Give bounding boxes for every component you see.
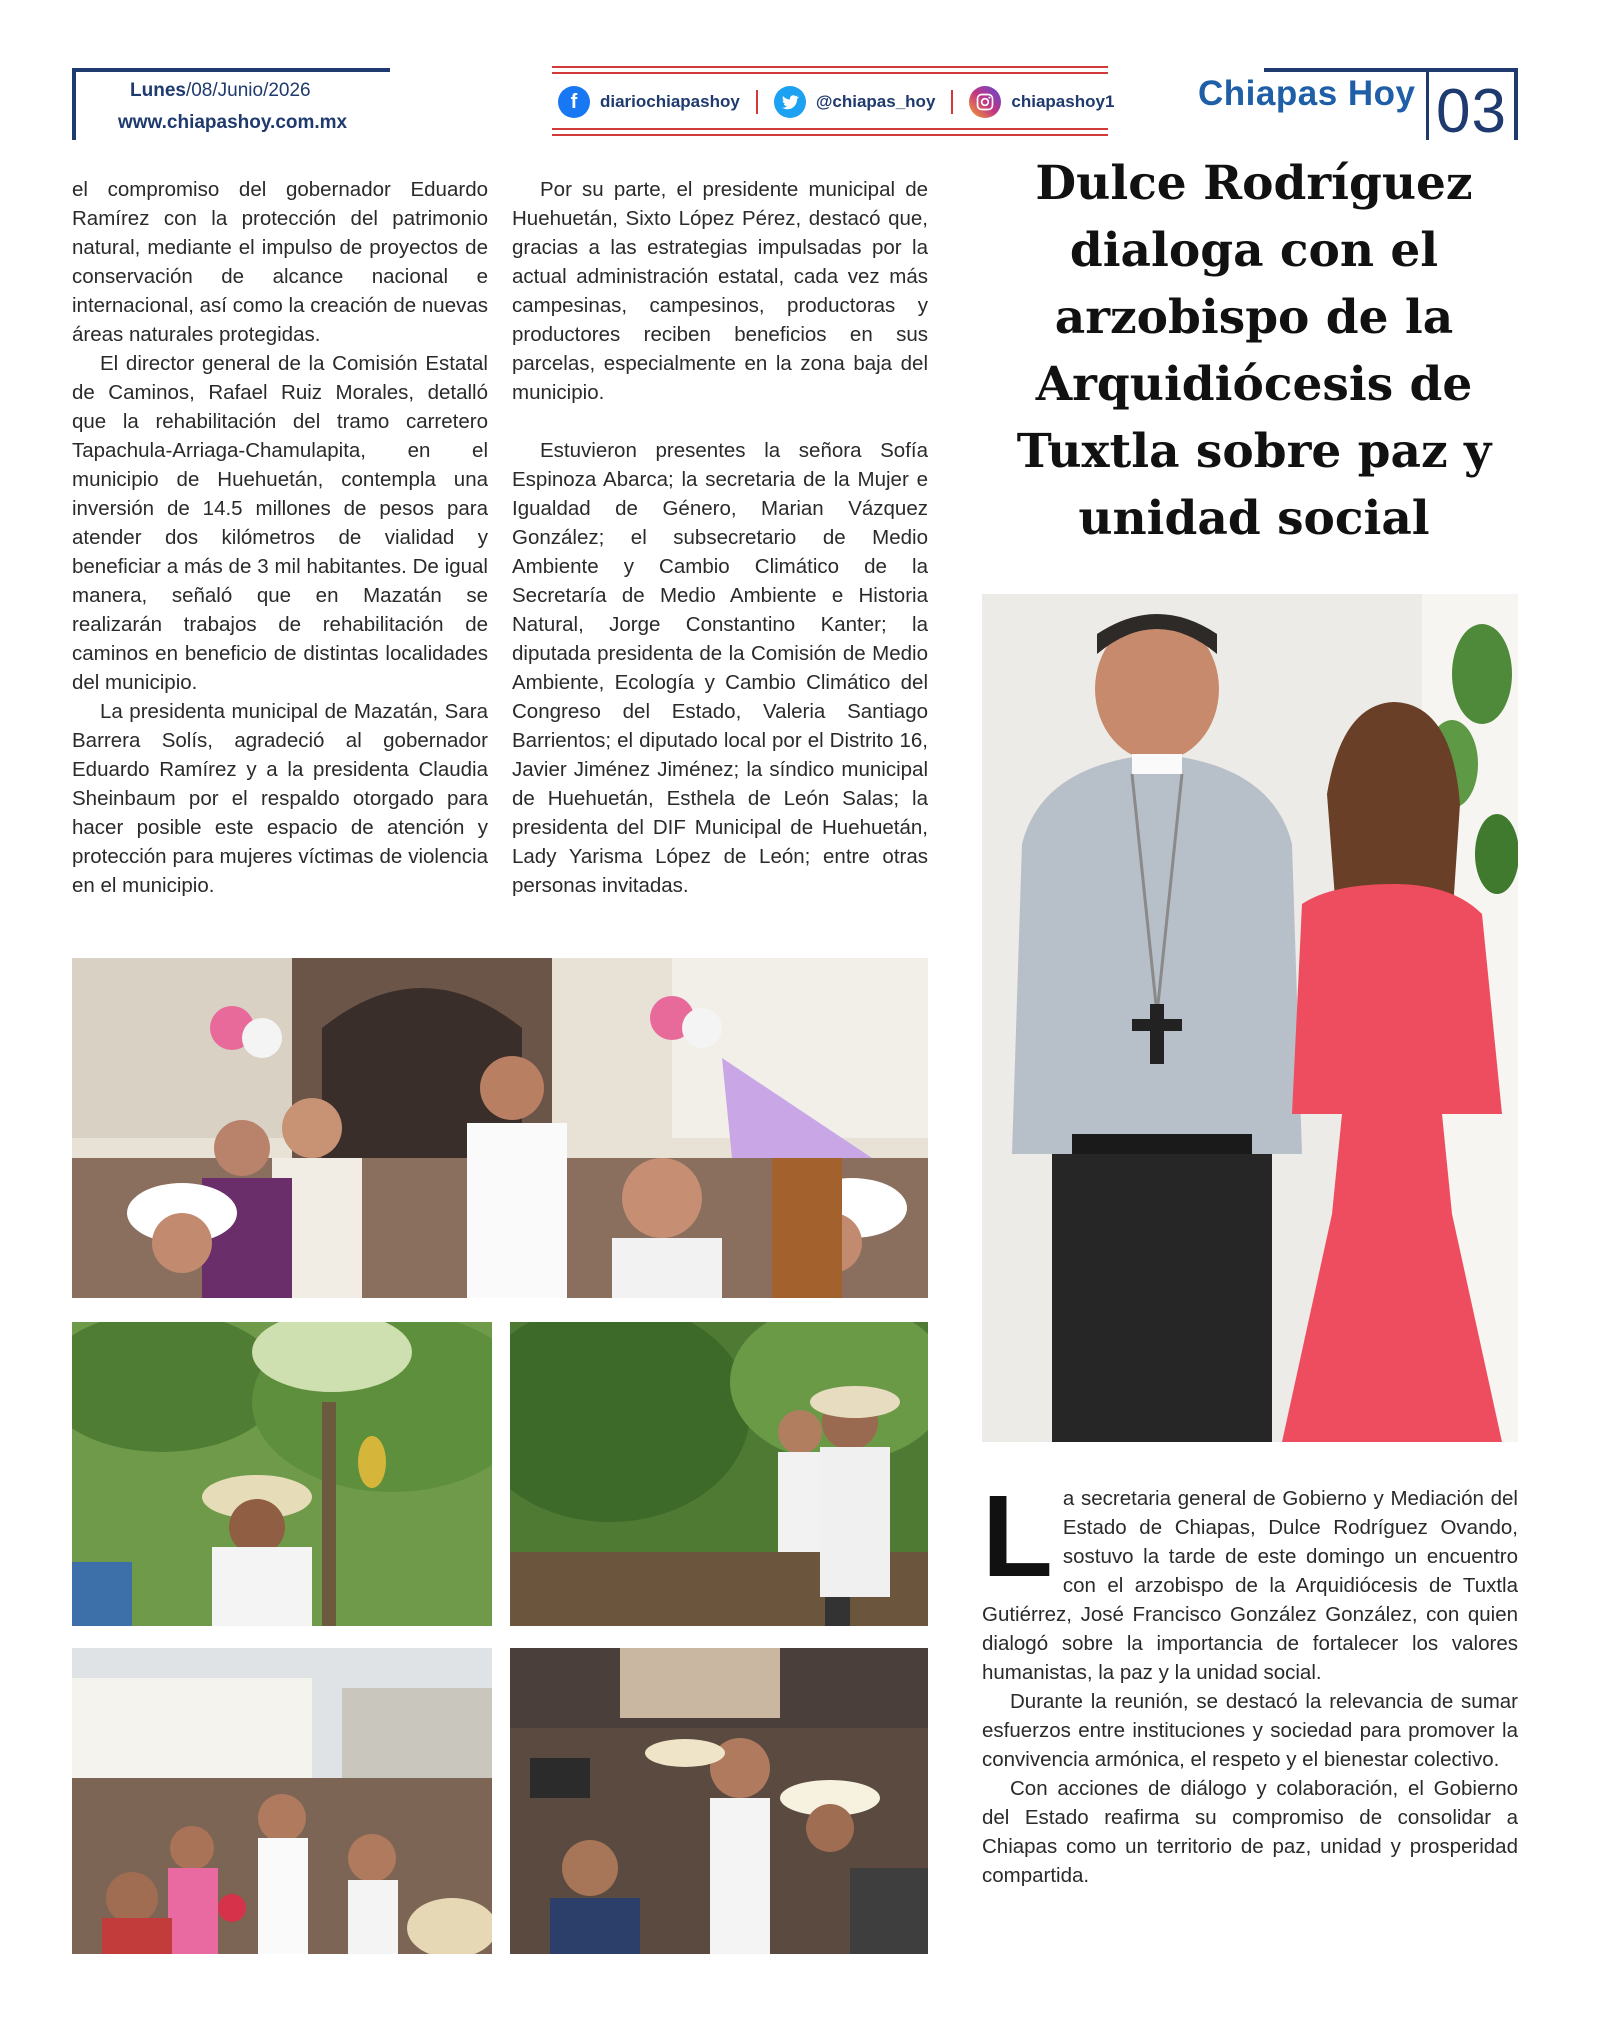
facebook-handle[interactable]: diariochiapashoy [600,92,740,111]
brand-rule [1264,68,1426,72]
newspaper-brand: Chiapas Hoy [1198,74,1416,113]
photo-press-crowd [510,1648,928,1954]
twitter-handle[interactable]: @chiapas_hoy [815,92,936,111]
lead-paragraph: La secretaria general de Gobierno y Mediación del Estado de Chiapas, Dulce Rodríguez Ovando, sostuvo la tarde de este domingo un encuentro con el arzobispo de la Arquidiócesis de Tuxtla Gutiérrez, José Francisco González González, con quien dialogó sobre la importancia de fortalecer los valores humanistas, la paz y la unidad social. [982,1471,1518,1684]
paragraph: Durante la reunión, se destacó la relevancia de sumar esfuerzos entre instituciones y sociedad para promover la convivencia armónica, el respeto y el bienestar colectivo. [982,1690,1518,1771]
paragraph: Por su parte, el presidente municipal de Huehuetán, Sixto López Pérez, destacó que, gracias a las estrategias impulsadas por la actual administración estatal, cada vez más campesinas, campesinos, productoras y productores reciben beneficios en sus parcelas, especialmente en la zona baja del municipio. [512,178,928,404]
divider [756,90,758,114]
divider [951,90,953,114]
issue-date: Lunes/08/Junio/2026 [130,80,311,101]
article-body [982,1471,1518,1890]
paragraph: La presidenta municipal de Mazatán, Sara Barrera Solís, agradeció al gobernador Eduardo Ramírez y a la presidenta Claudia Sheinbaum por el respaldo otorgado para hacer posible este espacio de atención y protección para mujeres víctimas de violencia en el municipio. [72,700,488,897]
photo-archbishop-meeting [982,594,1518,1442]
article-headline: Dulce Rodríguez dialoga con el arzobispo de la Arquidiócesis de Tuxtla sobre paz y unidad social [1016,156,1492,546]
instagram-handle[interactable]: chiapashoy1 [1011,92,1115,111]
twitter-icon[interactable] [774,86,806,118]
website-link[interactable]: www.chiapashoy.com.mx [118,112,348,133]
paragraph: El director general de la Comisión Estatal de Caminos, Rafael Ruiz Morales, detalló que la rehabilitación del tramo carretero Tapachula-Arriaga-Chamulapita, en el municipio de Huehuetán, contempla una inversión de 14.5 millones de pesos para atender dos kilómetros de vialidad y beneficiar a más de 3 mil habitantes. De igual manera, señaló que en Mazatán se realizarán trabajos de rehabilitación de caminos en beneficio de distintas localidades del municipio. [72,352,488,694]
paragraph: Estuvieron presentes la señora Sofía Espinoza Abarca; la secretaria de la Mujer e Igualdad de Género, Marian Vázquez González; el subsecretario de Medio Ambiente y Cambio Climático de la Secretaría de Medio Ambiente e Historia Natural, Jorge Constantino Kanter; la diputada presidenta de la Comisión de Medio Ambiente, Ecología y Cambio Climático del Congreso del Estado, Valeria Santiago Barrientos; el diputado local por el Distrito 16, Javier Jiménez Jiménez; la síndico municipal de Huehuetán, Esthela de León Salas; la presidenta del DIF Municipal de Huehuetán, Lady Yarisma López de León; entre otras personas invitadas. [512,439,928,897]
article-column-2 [512,175,928,900]
photo-plantation-walk [510,1322,928,1626]
photo-cacao-tree [72,1322,492,1626]
article-column-1 [72,175,488,900]
paragraph: Con acciones de diálogo y colaboración, el Gobierno del Estado reafirma su compromiso de consolidar a Chiapas como un territorio de paz, unidad y prosperidad compartida. [982,1777,1518,1887]
photo-crowd-celebration [72,958,928,1298]
page-number: 03 [1436,77,1507,146]
social-bar [552,66,1115,136]
drop-cap: L [982,1471,1053,1601]
facebook-icon[interactable]: f [558,86,590,118]
paragraph: el compromiso del gobernador Eduardo Ramírez con la protección del patrimonio natural, mediante el impulso de proyectos de conservación de alcance nacional e internacional, así como la creación de nuevas áreas naturales protegidas. [72,178,488,346]
photo-street-crowd [72,1648,492,1954]
instagram-icon[interactable] [969,86,1001,118]
